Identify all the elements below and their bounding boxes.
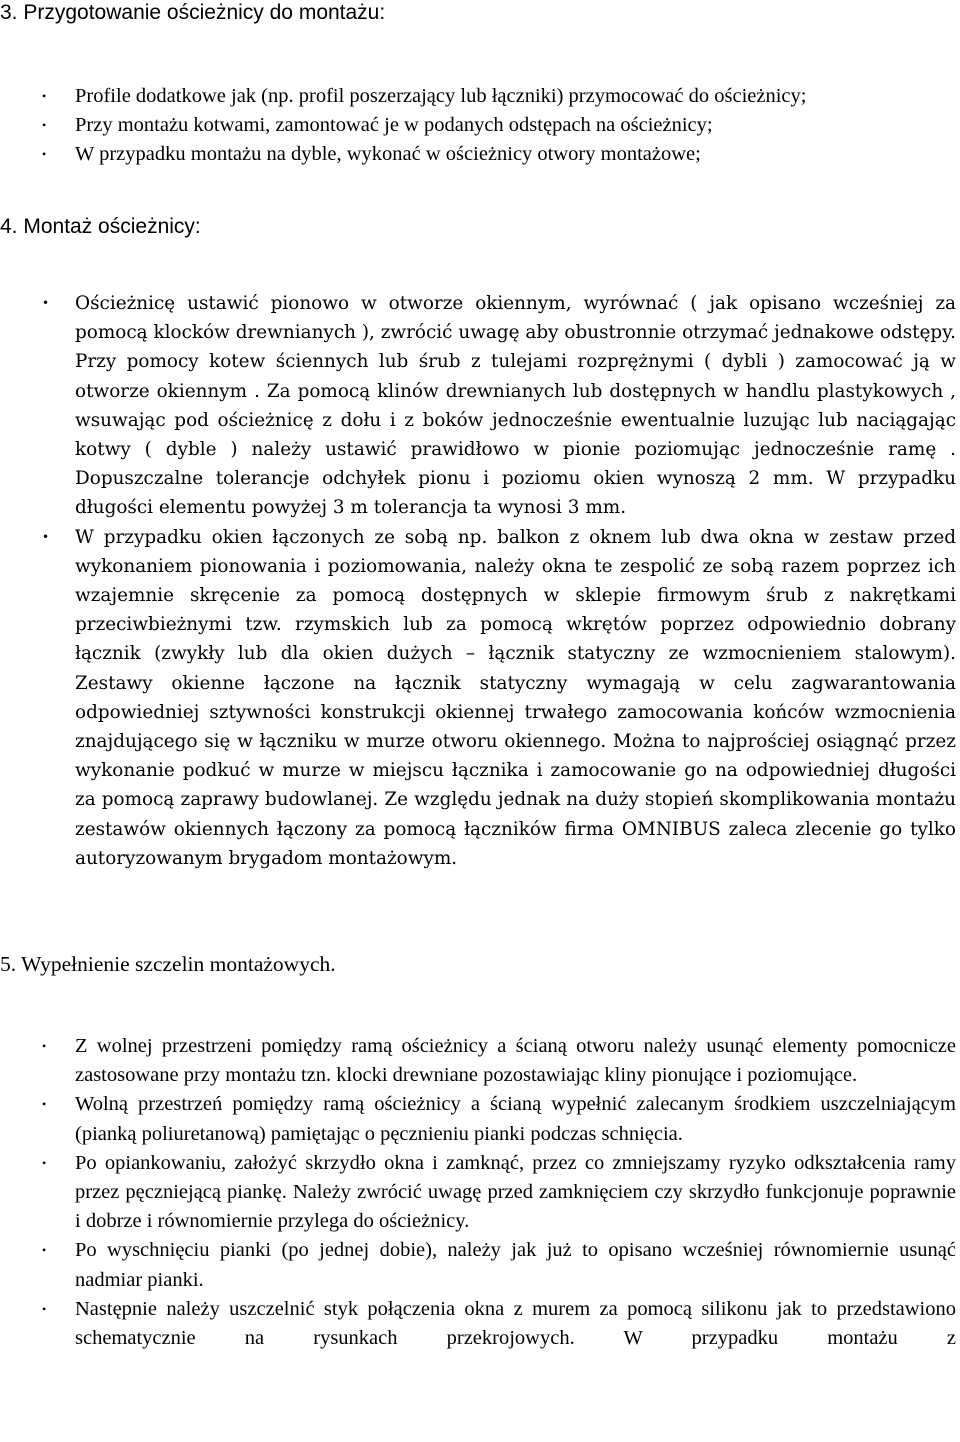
section-3-heading: 3. Przygotowanie ościeżnicy do montażu: [0,1,386,24]
list-item [0,1236,960,1294]
list-item [0,1295,960,1353]
list-item-text: Profile dodatkowe jak (np. profil poszerzający lub łączniki) przymocować do ościeżnicy; [75,85,807,107]
bullet-icon: • [42,296,50,310]
list-item-text: Wolną przestrzeń pomiędzy ramą ościeżnicy a ścianą wypełnić zalecanym środkiem uszczelniającym (pianką poliuretanową) pamiętając o pęcznieniu pianki podczas schnięcia. [75,1093,956,1145]
list-item-text: W przypadku okien łączonych ze sobą np. balkon z oknem lub dwa okna w zestaw przed wykonaniem pionowania i poziomowania, należy okna te zespolić ze sobą razem poprzez ich wzajemnie skręcenie za pomocą dostępnych w sklepie firmowym śrub z nakrętkami przeciwbieżnymi tzw. rzymskich lub za pomocą wkrętów poprzez odpowiednio dobrany łącznik (zwykły lub dla okien dużych – łącznik statyczny ze wzmocnieniem stalowym). Zestawy okienne łączone na łącznik statyczny wymagają w celu zagwarantowania odpowiedniej sztywności konstrukcji okiennej trwałego zamocowania końców wzmocnienia znajdującego się w łączniku w murze otworu okiennego. Można to najprościej osiągnąć przez wykonanie podkuć w murze w miejscu łącznika i zamocowanie go na odpowiedniej długości za pomocą zaprawy budowlanej. Ze względu jednak na duży stopień skomplikowania montażu zestawów okiennych łączony za pomocą łączników firma OMNIBUS zaleca zlecenie go tylko autoryzowanym brygadom montażowym. [75,526,956,869]
list-item [0,1032,960,1090]
list-item [0,1090,960,1148]
section-4-list [0,289,960,873]
bullet-icon: • [42,1097,47,1112]
section-4-heading: 4. Montaż ościeżnicy: [0,215,201,238]
list-item [0,1149,960,1237]
list-item-text: Po wyschnięciu pianki (po jednej dobie), należy jak już to opisano wcześniej równomiernie usunąć nadmiar pianki. [75,1239,956,1291]
section-5-heading: 5. Wypełnienie szczelin montażowych. [0,952,336,976]
bullet-icon: • [42,147,47,162]
bullet-icon: • [42,1155,47,1170]
section-5-list [0,1032,960,1353]
list-item [0,111,960,140]
bullet-icon: • [42,1039,47,1053]
bullet-icon: • [42,1301,47,1316]
list-item [0,523,960,873]
list-item-text: Ościeżnicę ustawić pionowo w otworze okiennym, wyrównać ( jak opisano wcześniej za pomocą klocków drewnianych ), zwrócić uwagę aby obustronnie otrzymać jednakowe odstępy. Przy pomocy kotew ściennych lub śrub z tulejami rozprężnymi ( dybli ) zamocować ją w otworze okiennym . Za pomocą klinów drewnianych lub dostępnych w handlu plastykowych , wsuwając pod ościeżnicę z dołu i z boków jednocześnie ewentualnie luzując lub naciągając kotwy ( dyble ) należy ustawić prawidłowo w pionie poziomując jednocześnie ramę . Dopuszczalne tolerancje odchyłek pionu i poziomu okien wynoszą 2 mm. W przypadku długości elementu powyżej 3 m tolerancja ta wynosi 3 mm. [75,293,956,519]
bullet-icon: • [42,118,47,133]
bullet-icon: • [42,1243,47,1258]
list-item [0,289,960,523]
bullet-icon: • [42,529,50,544]
list-item-text: Następnie należy uszczelnić styk połączenia okna z murem za pomocą silikonu jak to przedstawiono schematycznie na rysunkach przekrojowych. W przypadku montażu z [75,1297,956,1350]
list-item-text: W przypadku montażu na dyble, wykonać w ościeżnicy otwory montażowe; [75,143,701,166]
section-3-list [0,82,960,170]
list-item-text: Z wolnej przestrzeni pomiędzy ramą ościeżnicy a ścianą otworu należy usunąć elementy pomocnicze zastosowane przy montażu tzn. klocki drewniane pozostawiając kliny pionujące i poziomujące. [75,1035,956,1087]
list-item [0,82,960,111]
list-item-text: Po opiankowaniu, założyć skrzydło okna i zamknąć, przez co zmniejszamy ryzyko odkształcenia ramy przez pęczniejącą piankę. Należy zwrócić uwagę przed zamknięciem czy skrzydło funkcjonuje poprawnie i dobrze i równomiernie przylega do ościeżnicy. [75,1151,956,1233]
list-item-text: Przy montażu kotwami, zamontować je w podanych odstępach na ościeżnicy; [75,114,713,137]
bullet-icon: • [42,89,47,103]
list-item [0,140,960,169]
